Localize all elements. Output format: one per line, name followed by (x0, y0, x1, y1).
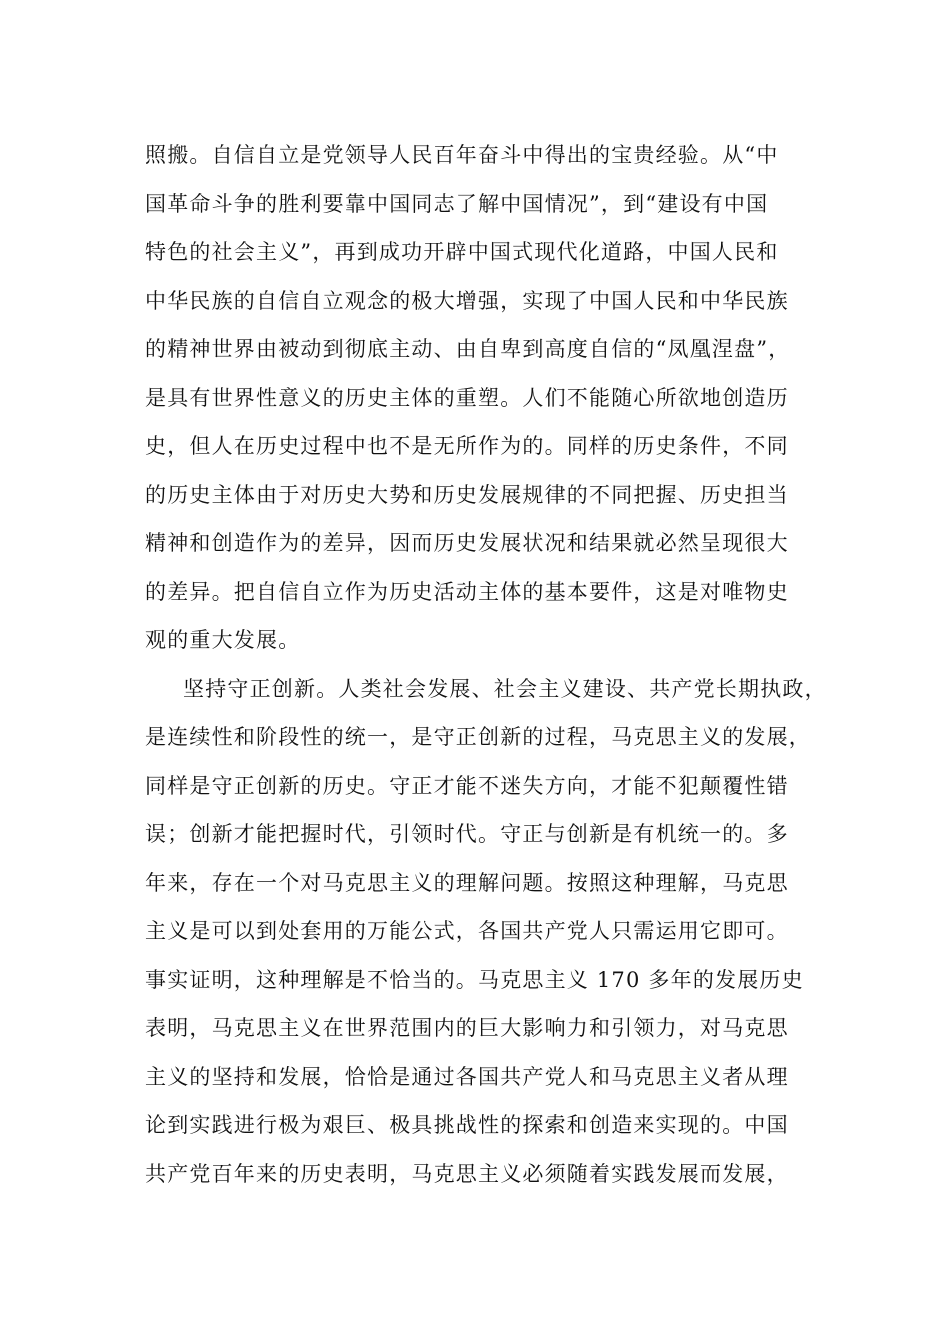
text-line: 的历史主体由于对历史大势和历史发展规律的不同把握、历史担当 (145, 482, 789, 507)
paragraph-2 (145, 665, 825, 1199)
text-line: 精神和创造作为的差异，因而历史发展状况和结果就必然呈现很大 (145, 531, 789, 555)
text-line: 表明，马克思主义在世界范围内的巨大影响力和引领力，对马克思 (145, 1016, 789, 1040)
text-line: 的差异。把自信自立作为历史活动主体的基本要件，这是对唯物史 (145, 579, 789, 604)
text-line: 年来，存在一个对马克思主义的理解问题。按照这种理解，马克思 (145, 870, 789, 895)
text-line: 是连续性和阶段性的统一，是守正创新的过程，马克思主义的发展， (145, 725, 811, 749)
text-line: 特色的社会主义”，再到成功开辟中国式现代化道路，中国人民和 (145, 240, 779, 264)
text-line: 主义是可以到处套用的万能公式，各国共产党人只需运用它即可。 (145, 919, 789, 943)
text-line: 照搬。自信自立是党领导人民百年奋斗中得出的宝贵经验。从“中 (145, 143, 779, 167)
text-line: 观的重大发展。 (145, 628, 301, 652)
paragraph-1 (145, 131, 825, 665)
text-line: 事实证明，这种理解是不恰当的。马克思主义 170 多年的发展历史 (145, 967, 804, 992)
text-line: 的精神世界由被动到彻底主动、由自卑到高度自信的“凤凰涅盘”， (145, 337, 791, 361)
text-line: 是具有世界性意义的历史主体的重塑。人们不能随心所欲地创造历 (145, 385, 789, 410)
text-line: 共产党百年来的历史表明，马克思主义必须随着实践发展而发展， (145, 1161, 789, 1186)
text-line: 同样是守正创新的历史。守正才能不迷失方向，才能不犯颠覆性错 (145, 773, 789, 798)
text-line: 主义的坚持和发展，恰恰是通过各国共产党人和马克思主义者从理 (145, 1064, 789, 1089)
text-line: 坚持守正创新。人类社会发展、社会主义建设、共产党长期执政， (183, 676, 827, 701)
text-line: 误；创新才能把握时代，引领时代。守正与创新是有机统一的。多 (145, 822, 789, 846)
text-line: 论到实践进行极为艰巨、极具挑战性的探索和创造来实现的。中国 (145, 1113, 789, 1137)
text-line: 史，但人在历史过程中也不是无所作为的。同样的历史条件，不同 (145, 434, 789, 458)
body-text (145, 131, 825, 1198)
text-line: 中华民族的自信自立观念的极大增强，实现了中国人民和中华民族 (145, 288, 789, 313)
text-line: 国革命斗争的胜利要靠中国同志了解中国情况”，到“建设有中国 (145, 191, 769, 216)
